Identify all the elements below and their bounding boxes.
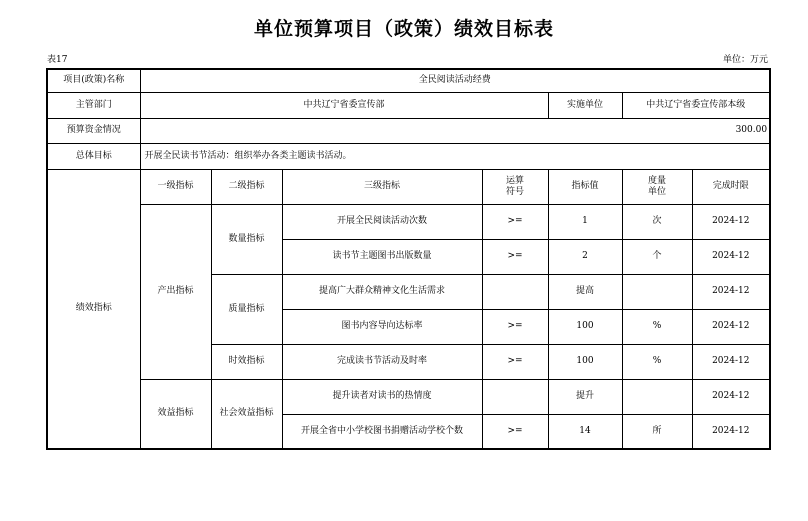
indicator-name: 开展全民阅读活动次数 [282, 204, 482, 239]
performance-target-table [46, 68, 771, 450]
page-title: 单位预算项目（政策）绩效目标表 [253, 18, 554, 40]
indicator-name: 读书节主题图书出版数量 [282, 239, 482, 274]
indicator-value: 2 [548, 239, 622, 274]
indicator-unit: 次 [622, 204, 692, 239]
budget-row [47, 118, 770, 143]
project-name-row [47, 69, 770, 92]
indicator-name: 提高广大群众精神文化生活需求 [282, 274, 482, 309]
table-row [47, 204, 770, 239]
timeliness-indicator: 时效指标 [211, 344, 282, 379]
indicator-op [482, 379, 548, 414]
goal-label: 总体目标 [47, 143, 140, 169]
impl-value: 中共辽宁省委宣传部本级 [622, 92, 770, 118]
indicator-op: >= [482, 344, 548, 379]
table-row [47, 379, 770, 414]
indicator-deadline: 2024-12 [692, 274, 770, 309]
goal-value: 开展全民读书节活动：组织举办各类主题读书活动。 [140, 143, 770, 169]
indicator-deadline: 2024-12 [692, 344, 770, 379]
indicator-value: 1 [548, 204, 622, 239]
project-name-label: 项目(政策)名称 [47, 69, 140, 92]
quantity-indicator: 数量指标 [211, 204, 282, 274]
indicator-op: >= [482, 309, 548, 344]
indicator-unit [622, 379, 692, 414]
quality-indicator: 质量指标 [211, 274, 282, 344]
department-row [47, 92, 770, 118]
col-level3: 三级指标 [282, 169, 482, 204]
indicator-name: 开展全省中小学校图书捐赠活动学校个数 [282, 414, 482, 449]
indicator-op [482, 274, 548, 309]
perf-indicator-label: 绩效指标 [47, 169, 140, 449]
indicator-deadline: 2024-12 [692, 204, 770, 239]
indicator-value: 100 [548, 344, 622, 379]
indicator-deadline: 2024-12 [692, 379, 770, 414]
col-operator: 运算 符号 [482, 169, 548, 204]
indicator-unit: % [622, 344, 692, 379]
indicator-unit: 个 [622, 239, 692, 274]
col-target-value: 指标值 [548, 169, 622, 204]
indicator-op: >= [482, 239, 548, 274]
indicator-value: 100 [548, 309, 622, 344]
output-indicator: 产出指标 [140, 204, 211, 379]
budget-label: 预算资金情况 [47, 118, 140, 143]
indicator-unit [622, 274, 692, 309]
social-effect-indicator: 社会效益指标 [211, 379, 282, 449]
overall-goal-row [47, 143, 770, 169]
indicator-deadline: 2024-12 [692, 239, 770, 274]
indicator-unit: % [622, 309, 692, 344]
indicator-value: 14 [548, 414, 622, 449]
col-unit: 度量 单位 [622, 169, 692, 204]
indicator-name: 图书内容导向达标率 [282, 309, 482, 344]
indicator-value: 提高 [548, 274, 622, 309]
indicator-deadline: 2024-12 [692, 414, 770, 449]
indicator-value: 提升 [548, 379, 622, 414]
indicator-name: 提升读者对读书的热情度 [282, 379, 482, 414]
indicator-op: >= [482, 204, 548, 239]
effect-indicator: 效益指标 [140, 379, 211, 449]
col-deadline: 完成时限 [692, 169, 770, 204]
col-level1: 一级指标 [140, 169, 211, 204]
perf-header-row [47, 169, 770, 204]
dept-label: 主管部门 [47, 92, 140, 118]
indicator-unit: 所 [622, 414, 692, 449]
indicator-name: 完成读书节活动及时率 [282, 344, 482, 379]
indicator-deadline: 2024-12 [692, 309, 770, 344]
budget-value: 300.00 [140, 118, 770, 143]
dept-value: 中共辽宁省委宣传部 [140, 92, 548, 118]
project-name-value: 全民阅读活动经费 [140, 69, 770, 92]
unit-label: 单位：万元 [722, 55, 768, 65]
table-number: 表17 [47, 55, 68, 65]
col-level2: 二级指标 [211, 169, 282, 204]
indicator-op: >= [482, 414, 548, 449]
impl-label: 实施单位 [548, 92, 622, 118]
